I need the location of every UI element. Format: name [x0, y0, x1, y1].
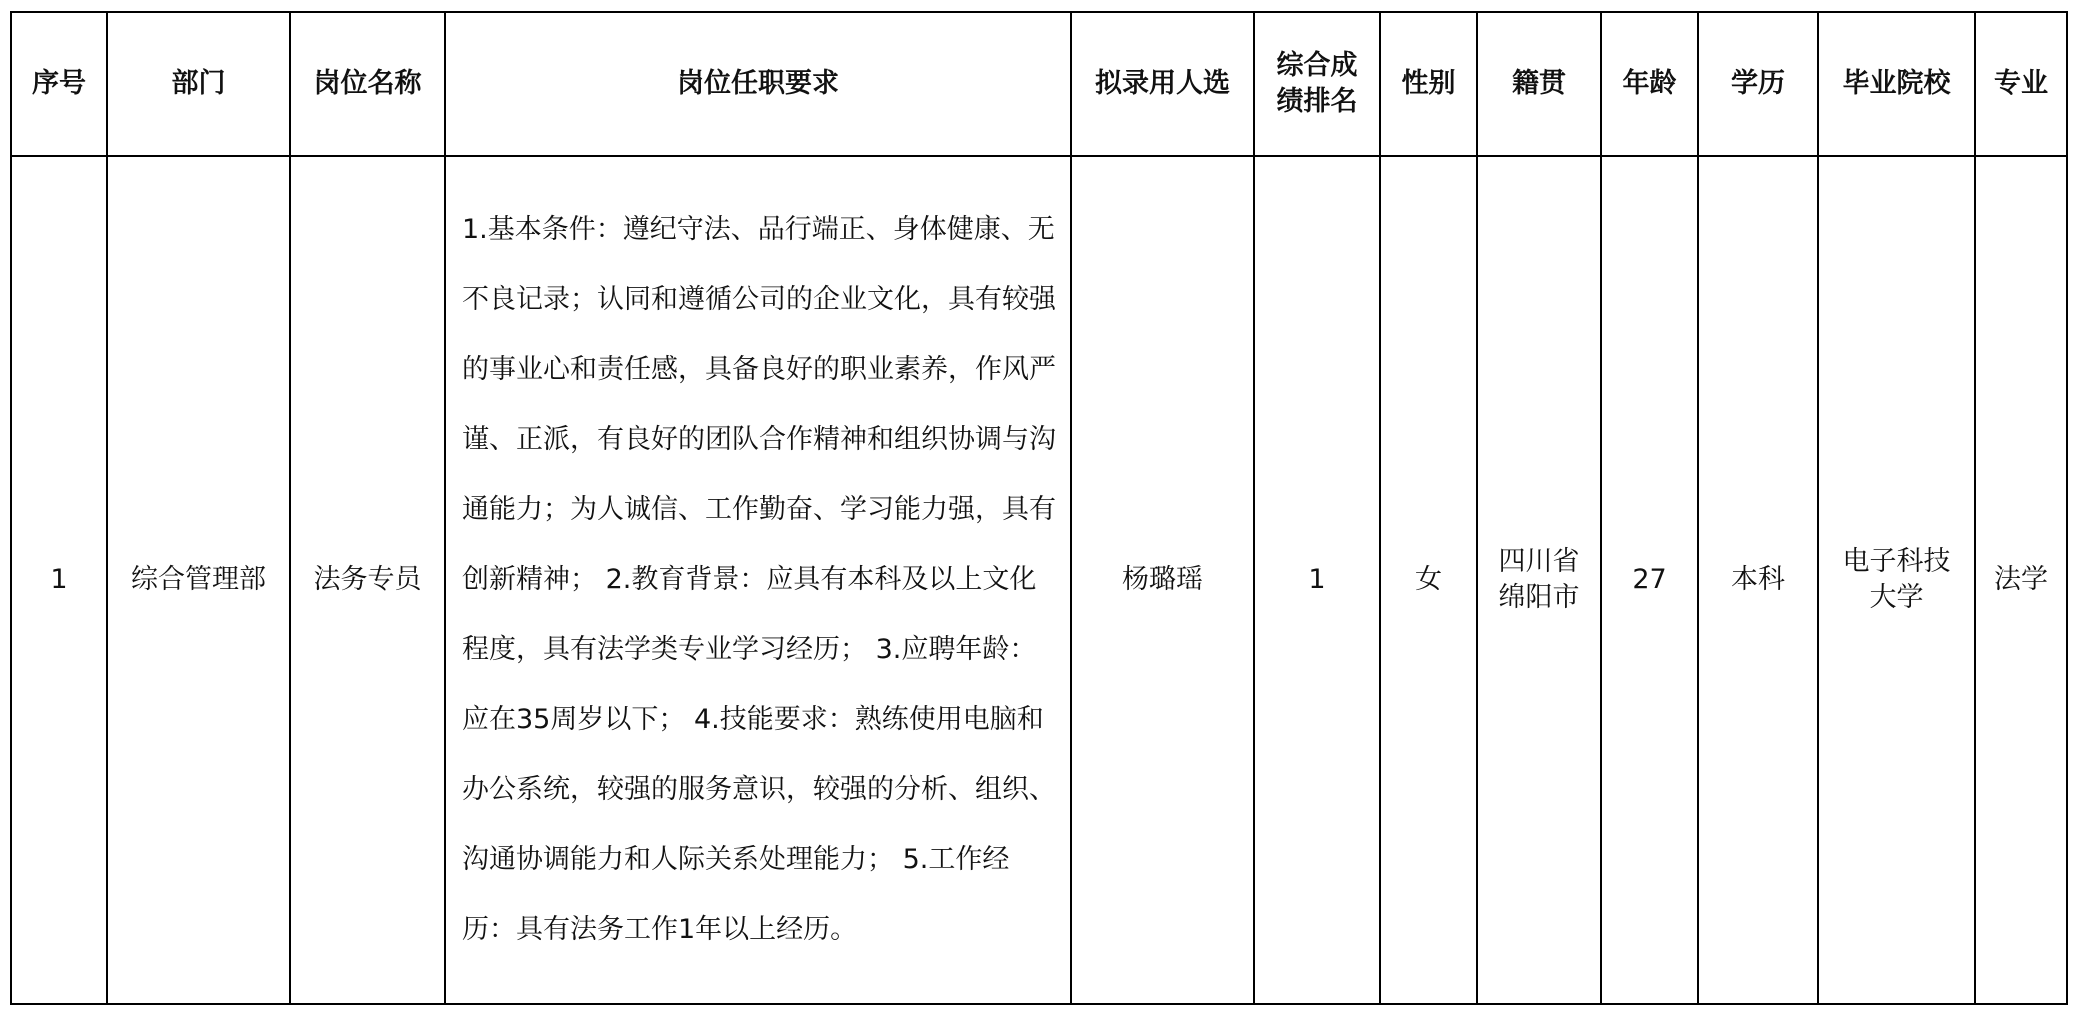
header-education: 学历 [1698, 12, 1818, 156]
cell-school-line1: 电子科技 [1842, 546, 1951, 577]
header-native: 籍贯 [1477, 12, 1601, 156]
header-rank-line2: 绩排名 [1276, 86, 1358, 117]
cell-seq: 1 [11, 156, 107, 1004]
candidate-table [10, 11, 2068, 1005]
header-school: 毕业院校 [1818, 12, 1975, 156]
header-row [11, 12, 2067, 156]
header-position: 岗位名称 [290, 12, 445, 156]
cell-school [1818, 156, 1975, 1004]
header-dept: 部门 [107, 12, 290, 156]
cell-major: 法学 [1975, 156, 2067, 1004]
header-seq: 序号 [11, 12, 107, 156]
header-candidate: 拟录用人选 [1071, 12, 1254, 156]
recruitment-announcement-table [10, 11, 2066, 1005]
cell-gender: 女 [1380, 156, 1477, 1004]
cell-age: 27 [1601, 156, 1698, 1004]
cell-education: 本科 [1698, 156, 1818, 1004]
header-rank-line1: 综合成 [1276, 50, 1358, 81]
cell-rank: 1 [1254, 156, 1380, 1004]
header-major: 专业 [1975, 12, 2067, 156]
header-requirements: 岗位任职要求 [445, 12, 1071, 156]
cell-native [1477, 156, 1601, 1004]
header-rank [1254, 12, 1380, 156]
header-gender: 性别 [1380, 12, 1477, 156]
cell-native-line1: 四川省 [1498, 546, 1580, 577]
cell-candidate: 杨璐瑶 [1071, 156, 1254, 1004]
cell-position: 法务专员 [290, 156, 445, 1004]
cell-native-line2: 绵阳市 [1498, 582, 1580, 613]
header-age: 年龄 [1601, 12, 1698, 156]
cell-dept: 综合管理部 [107, 156, 290, 1004]
cell-requirements: 1.基本条件：遵纪守法、品行端正、身体健康、无不良记录；认同和遵循公司的企业文化，具有较强的事业心和责任感，具备良好的职业素养，作风严谨、正派，有良好的团队合作精神和组织协调与沟通能力；为人诚信、工作勤奋、学习能力强，具有创新精神； 2.教育背景：应具有本科及以上文化程度，具有法学类专业学习经历； 3.应聘年龄：应在35周岁以下； 4.技能要求：熟练使用电脑和办公系统，较强的服务意识，较强的分析、组织、沟通协调能力和人际关系处理能力； 5.工作经历：具有法务工作1年以上经历。 [445, 156, 1071, 1004]
cell-school-line2: 大学 [1869, 582, 1924, 613]
table-row [11, 156, 2067, 1004]
